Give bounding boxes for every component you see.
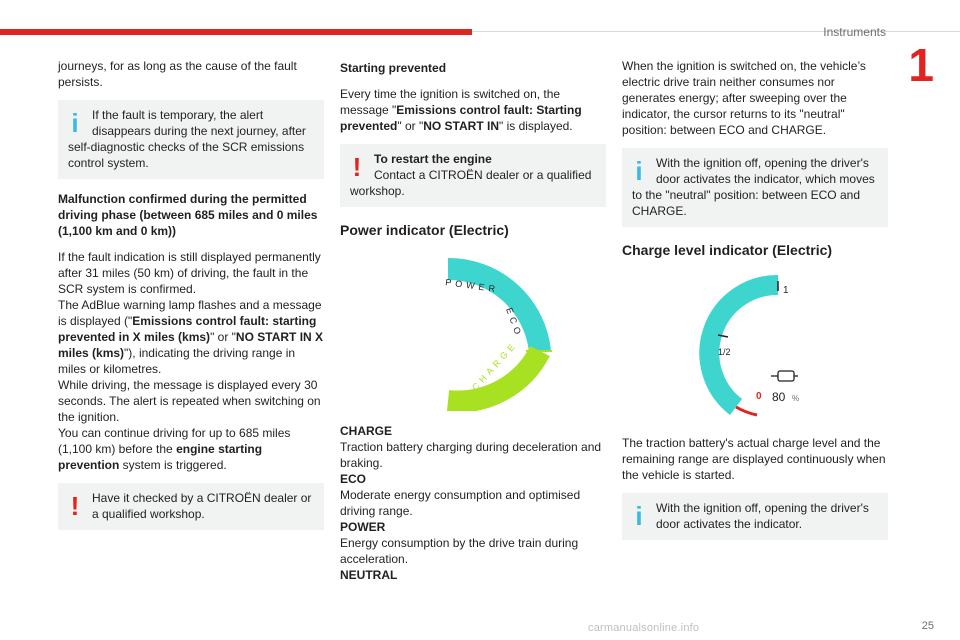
gauge-label-power: POWER	[444, 277, 500, 295]
message-text: NO START IN	[423, 119, 499, 133]
charge-level-arc	[709, 285, 778, 407]
paragraph	[58, 297, 324, 377]
note-text: With the ignition off, opening the driver's door activates the indicator, which moves to the "neutral" position: between ECO and CHARGE.	[632, 156, 875, 218]
definition-item	[340, 423, 606, 471]
note-title: To restart the engine	[374, 152, 492, 166]
paragraph: journeys, for as long as the cause of the fault persists.	[58, 59, 297, 89]
column-2	[340, 58, 606, 583]
text: system is triggered.	[119, 458, 227, 472]
warning-icon: !	[70, 491, 80, 521]
paragraph: While driving, the message is displayed every 30 seconds. The alert is repeated when switching on the ignition.	[58, 378, 321, 424]
section-title: Instruments	[823, 25, 886, 39]
label-half: 1/2	[718, 347, 731, 357]
message-text: Emissions control fault: Starting prevented	[340, 103, 582, 133]
definition-item	[340, 567, 606, 583]
info-note	[622, 493, 888, 540]
page-number: 25	[921, 620, 934, 632]
paragraph: When the ignition is switched on, the vehicle’s electric drive train neither consumes nor generates energy; after sweeping over the indicator, the cursor returns to its "neutral" position: between ECO and CHARGE.	[622, 59, 866, 137]
note-text: If the fault is temporary, the alert disappears during the next journey, after self-diagnostic checks of the SCR emissions control system.	[68, 108, 306, 170]
info-icon: i	[635, 501, 643, 531]
info-note	[58, 100, 324, 179]
paragraph: The traction battery's actual charge level and the remaining range are displayed continuously when the vehicle is started.	[622, 436, 886, 482]
warning-note	[58, 483, 324, 530]
description: Traction battery charging during deceleration and braking.	[340, 440, 602, 470]
text: You can continue driving for up to 685 miles (1,100 km) before the	[58, 426, 291, 456]
note-text: With the ignition off, opening the driver's door activates the indicator.	[656, 501, 869, 531]
section-heading: Power indicator (Electric)	[340, 222, 509, 238]
charge-percent-value: 80	[772, 390, 786, 404]
term: POWER	[340, 520, 386, 534]
gauge-label-charge: CHARGE	[470, 339, 520, 393]
section-heading: Starting prevented	[340, 61, 447, 75]
charge-level-gauge	[622, 271, 888, 421]
warning-icon: !	[352, 152, 362, 182]
section-heading: Charge level indicator (Electric)	[622, 242, 833, 258]
term: CHARGE	[340, 424, 393, 438]
note-text: Contact a CITROËN dealer or a qualified workshop.	[350, 168, 592, 198]
text: " is displayed.	[499, 119, 573, 133]
description: Energy consumption by the drive train during acceleration.	[340, 536, 579, 566]
column-1	[58, 58, 324, 542]
definition-list	[340, 423, 606, 583]
message-text: Emissions control fault: starting prevented in X miles (kms)	[58, 314, 317, 344]
info-icon: i	[635, 156, 643, 186]
system-name: engine starting prevention	[58, 442, 263, 472]
warning-note	[340, 144, 606, 207]
text: The AdBlue warning lamp flashes and a message is displayed ("	[58, 298, 322, 328]
text: " or "	[210, 330, 236, 344]
header-rule	[472, 31, 960, 32]
label-full: 1	[783, 285, 789, 296]
info-icon: i	[71, 108, 79, 138]
paragraph: If the fault indication is still displayed permanently after 31 miles (50 km) of driving, the fault in the SCR system is confirmed.	[58, 250, 321, 296]
battery-plug-icon	[771, 371, 798, 381]
term: ECO	[340, 472, 367, 486]
watermark: carmanualsonline.info	[588, 622, 700, 634]
description: Moderate energy consumption and optimised driving range.	[340, 488, 581, 518]
term: NEUTRAL	[340, 568, 398, 582]
section-heading: Malfunction confirmed during the permitted driving phase (between 685 miles and 0 miles (1,100 km and 0 km))	[58, 192, 318, 238]
chapter-number: 1	[908, 39, 934, 91]
column-3	[622, 58, 888, 552]
gauge-label-eco: ECO	[504, 306, 525, 340]
label-empty: 0	[756, 391, 762, 402]
paragraph	[58, 425, 324, 473]
definition-item	[340, 471, 606, 519]
definition-item	[340, 519, 606, 567]
low-charge-zone	[736, 407, 757, 415]
info-note	[622, 148, 888, 227]
header-accent-bar	[0, 29, 472, 35]
note-text: Have it checked by a CITROËN dealer or a qualified workshop.	[92, 491, 312, 521]
text: " or "	[397, 119, 424, 133]
paragraph	[340, 86, 606, 134]
power-indicator-gauge	[340, 251, 606, 411]
charge-percent-unit: %	[792, 394, 800, 403]
message-text: NO START IN X miles (kms)	[58, 330, 324, 360]
text: Every time the ignition is switched on, the message "	[340, 87, 561, 117]
text: "), indicating the driving range in miles or kilometres.	[58, 346, 296, 376]
